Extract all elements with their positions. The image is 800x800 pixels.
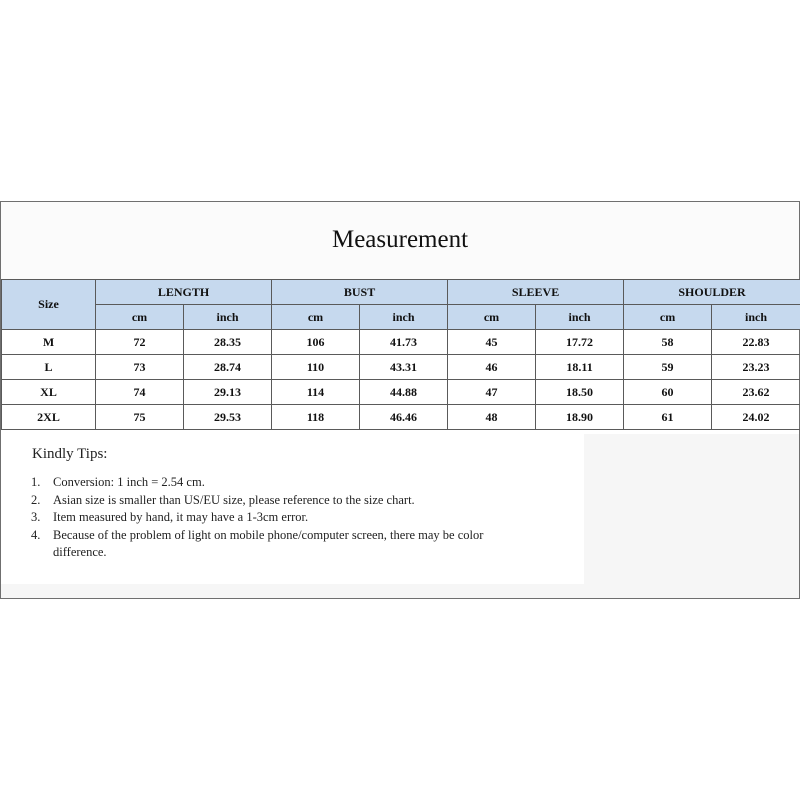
table-cell: 23.62 — [712, 380, 800, 405]
title-area — [1, 202, 799, 279]
table-cell: 29.53 — [184, 405, 272, 430]
list-text: Item measured by hand, it may have a 1-3cm error. — [53, 510, 309, 524]
bust-header: BUST — [272, 280, 448, 305]
table-cell: 114 — [272, 380, 360, 405]
unit-header: cm — [272, 305, 360, 330]
table-cell: 45 — [448, 330, 536, 355]
unit-header: inch — [184, 305, 272, 330]
table-row — [2, 380, 800, 405]
table-cell: 41.73 — [360, 330, 448, 355]
table-cell: 28.35 — [184, 330, 272, 355]
table-cell: 74 — [96, 380, 184, 405]
unit-header: cm — [624, 305, 712, 330]
length-header: LENGTH — [96, 280, 272, 305]
table-cell: 48 — [448, 405, 536, 430]
unit-header-row — [2, 305, 800, 330]
tips-title: Kindly Tips: — [32, 446, 108, 462]
list-item — [31, 527, 531, 562]
table-cell: 110 — [272, 355, 360, 380]
measurement-chart — [0, 201, 800, 599]
table-cell: 23.23 — [712, 355, 800, 380]
table-row — [2, 330, 800, 355]
unit-header: inch — [712, 305, 800, 330]
tips-list — [31, 474, 531, 562]
table-cell: 17.72 — [536, 330, 624, 355]
table-cell: 46.46 — [360, 405, 448, 430]
table-cell: 106 — [272, 330, 360, 355]
table-cell: 29.13 — [184, 380, 272, 405]
table-cell: 22.83 — [712, 330, 800, 355]
size-cell: 2XL — [2, 405, 96, 430]
unit-header: cm — [96, 305, 184, 330]
unit-header: inch — [536, 305, 624, 330]
shoulder-header: SHOULDER — [624, 280, 800, 305]
table-cell: 44.88 — [360, 380, 448, 405]
size-cell: L — [2, 355, 96, 380]
tips-section — [1, 434, 584, 584]
table-cell: 18.50 — [536, 380, 624, 405]
table-row — [2, 405, 800, 430]
table-cell: 43.31 — [360, 355, 448, 380]
size-cell: M — [2, 330, 96, 355]
list-item — [31, 509, 531, 527]
table-cell: 59 — [624, 355, 712, 380]
list-number: 2. — [31, 492, 41, 507]
list-item — [31, 492, 531, 510]
table-cell: 118 — [272, 405, 360, 430]
list-text: Asian size is smaller than US/EU size, please reference to the size chart. — [53, 492, 415, 507]
table-cell: 72 — [96, 330, 184, 355]
size-column-header: Size — [2, 280, 96, 330]
tips-bottom-strip — [1, 584, 799, 598]
size-table — [1, 279, 800, 430]
table-cell: 28.74 — [184, 355, 272, 380]
table-cell: 18.90 — [536, 405, 624, 430]
table-cell: 24.02 — [712, 405, 800, 430]
unit-header: cm — [448, 305, 536, 330]
list-text: Because of the problem of light on mobile phone/computer screen, there may be color difference. — [53, 527, 484, 559]
unit-header: inch — [360, 305, 448, 330]
table-cell: 61 — [624, 405, 712, 430]
table-cell: 47 — [448, 380, 536, 405]
list-number: 1. — [31, 475, 41, 489]
table-cell: 58 — [624, 330, 712, 355]
page-title: Measurement — [331, 226, 469, 253]
group-header-row — [2, 280, 800, 305]
table-cell: 75 — [96, 405, 184, 430]
table-cell: 18.11 — [536, 355, 624, 380]
list-text: Conversion: 1 inch = 2.54 cm. — [53, 475, 205, 489]
table-cell: 46 — [448, 355, 536, 380]
sleeve-header: SLEEVE — [448, 280, 624, 305]
size-cell: XL — [2, 380, 96, 405]
list-number: 4. — [31, 527, 41, 542]
table-cell: 73 — [96, 355, 184, 380]
tips-side-panel — [584, 434, 799, 584]
list-number: 3. — [31, 510, 41, 524]
table-cell: 60 — [624, 380, 712, 405]
list-item — [31, 474, 531, 492]
table-row — [2, 355, 800, 380]
